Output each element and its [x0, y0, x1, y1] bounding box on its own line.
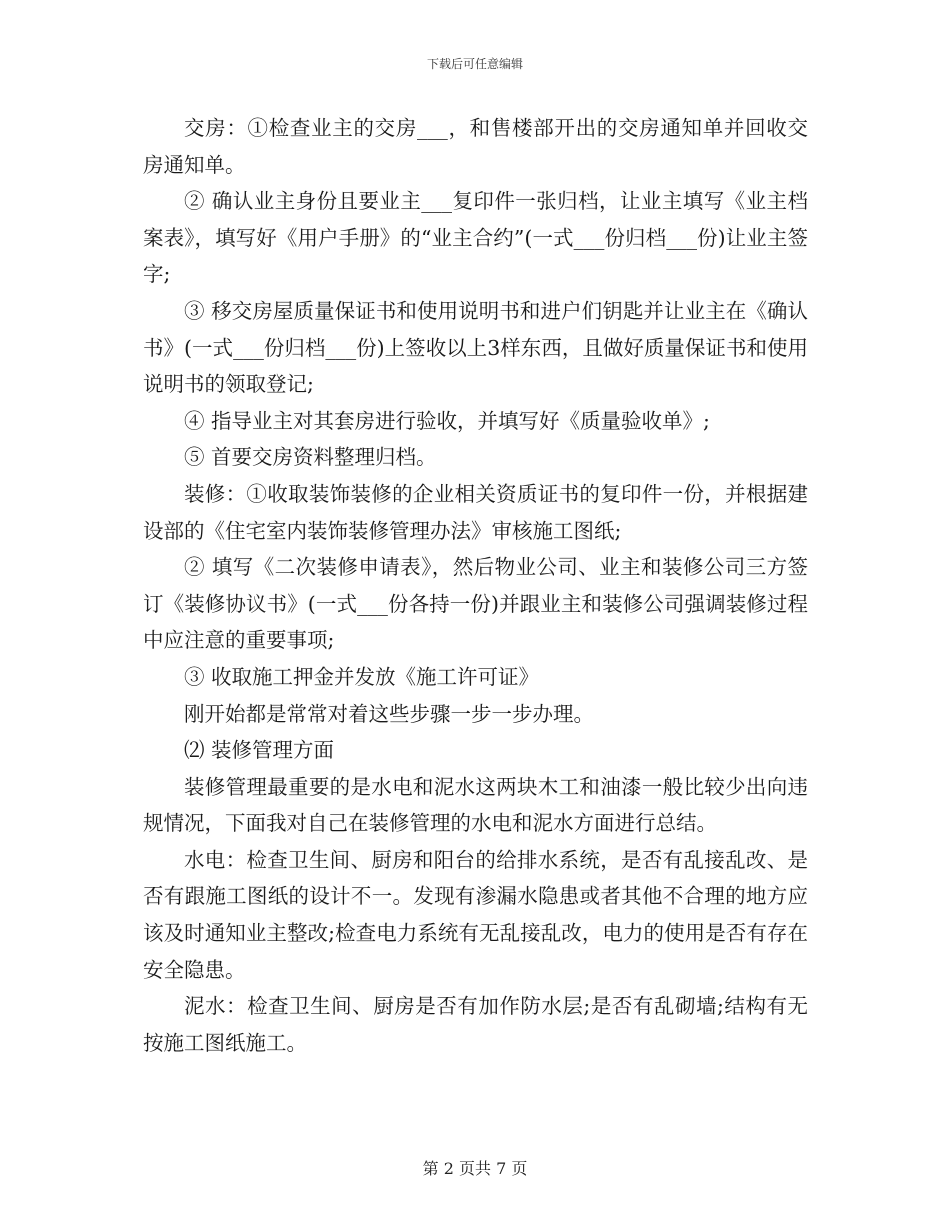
paragraph-renovation-1: 装修：①收取装饰装修的企业相关资质证书的复印件一份，并根据建设部的《住宅室内装饰装修管理办法》审核施工图纸;	[143, 481, 808, 543]
page-header: 下载后可任意编辑	[426, 57, 523, 71]
paragraph-handover-2: ② 确认业主身份且要业主___复印件一张归档，让业主填写《业主档案表》，填写好《用户手册》的“业主合约”(一式___份归档___份)让业主签字;	[143, 189, 808, 287]
paragraph-renovation-2: ② 填写《二次装修申请表》，然后物业公司、业主和装修公司三方签订《装修协议书》(一式___份各持一份)并跟业主和装修公司强调装修过程中应注意的重要事项;	[143, 555, 808, 653]
paragraph-handover-4: ④ 指导业主对其套房进行验收，并填写好《质量验收单》;	[184, 408, 710, 433]
document-body	[143, 110, 808, 1061]
section-heading-renovation-management: ⑵ 装修管理方面	[184, 738, 335, 763]
paragraph-renovation-3: ③ 收取施工押金并发放《施工许可证》	[184, 664, 540, 689]
paragraph-handover-3: ③ 移交房屋质量保证书和使用说明书和进户们钥匙并让业主在《确认书》(一式___份归档___份)上签收以上3样东西，且做好质量保证书和使用说明书的领取登记;	[143, 298, 808, 397]
paragraph-masonry: 泥水：检查卫生间、厨房是否有加作防水层;是否有乱砌墙;结构有无按施工图纸施工。	[143, 994, 808, 1055]
paragraph-summary: 刚开始都是常常对着这些步骤一步一步办理。	[184, 701, 594, 726]
paragraph-handover-1: 交房：①检查业主的交房___，和售楼部开出的交房通知单并回收交房通知单。	[143, 116, 808, 177]
paragraph-handover-5: ⑤ 首要交房资料整理归档。	[184, 445, 437, 470]
paragraph-renovation-management: 装修管理最重要的是水电和泥水这两块木工和油漆一般比较少出向违规情况，下面我对自己在装修管理的水电和泥水方面进行总结。	[143, 774, 808, 836]
page-number: 第 2 页共 7 页	[422, 1159, 528, 1178]
paragraph-water-electric: 水电：检查卫生间、厨房和阳台的给排水系统，是否有乱接乱改、是否有跟施工图纸的设计不一。发现有渗漏水隐患或者其他不合理的地方应该及时通知业主整改;检查电力系统有无乱接乱改，电力的使用是否有存在安全隐患。	[143, 847, 808, 982]
